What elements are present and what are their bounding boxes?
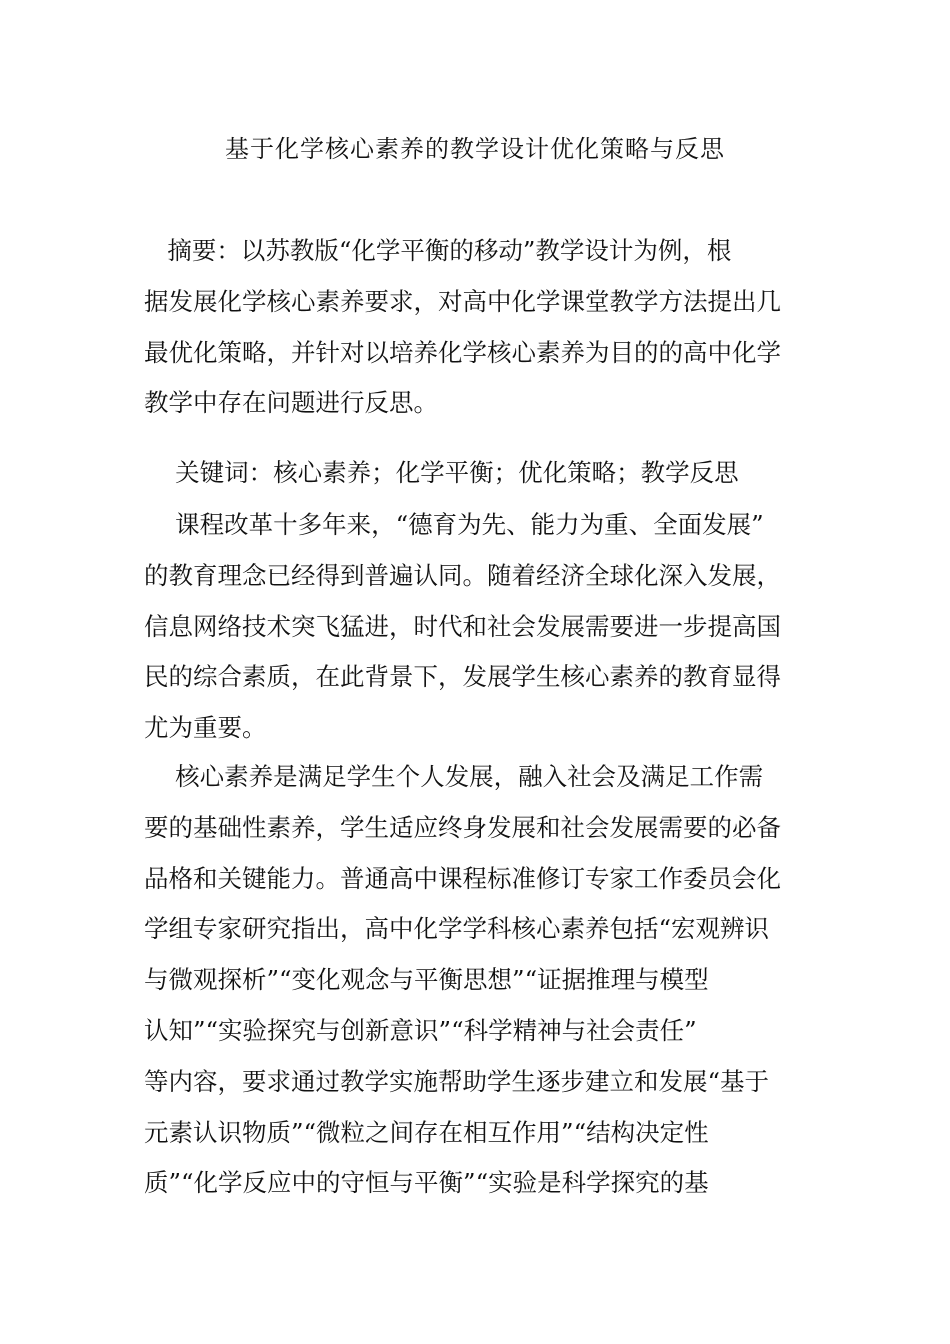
- paragraph-line: 品格和关键能力。普通高中课程标准修订专家工作委员会化: [144, 863, 781, 893]
- paragraph-line: 民的综合素质，在此背景下，发展学生核心素养的教育显得: [144, 662, 781, 692]
- paragraph-line: 元素认识物质”“微粒之间存在相互作用”“结构决定性: [144, 1117, 709, 1147]
- keywords-line: 关键词：核心素养；化学平衡；优化策略；教学反思: [144, 458, 739, 487]
- abstract: [144, 226, 810, 429]
- paragraph-line: 与微观探析”“变化观念与平衡思想”“证据推理与模型: [144, 965, 709, 995]
- paragraph-line: 要的基础性素养，学生适应终身发展和社会发展需要的必备: [144, 812, 781, 842]
- paragraph-line: 课程改革十多年来，“德育为先、能力为重、全面发展”: [144, 510, 764, 539]
- paragraph-2: [144, 752, 810, 1209]
- abstract-line: 最优化策略，并针对以培养化学核心素养为目的的高中化学: [144, 337, 781, 367]
- abstract-line: 教学中存在问题进行反思。: [144, 388, 438, 418]
- document-title: 基于化学核心素养的教学设计优化策略与反思: [225, 135, 725, 163]
- paragraph-1: [144, 500, 810, 754]
- paragraph-line: 质”“化学反应中的守恒与平衡”“实验是科学探究的基: [144, 1168, 709, 1198]
- abstract-line: 据发展化学核心素养要求，对高中化学课堂教学方法提出几: [144, 286, 781, 316]
- paragraph-line: 尤为重要。: [144, 713, 267, 743]
- paragraph-line: 核心素养是满足学生个人发展，融入社会及满足工作需: [144, 762, 764, 791]
- paragraph-line: 的教育理念已经得到普遍认同。随着经济全球化深入发展，: [144, 560, 781, 590]
- paragraph-line: 认知”“实验探究与创新意识”“科学精神与社会责任”: [144, 1015, 697, 1045]
- paragraph-line: 等内容，要求通过教学实施帮助学生逐步建立和发展“基于: [144, 1066, 770, 1096]
- paragraph-line: 信息网络技术突飞猛进，时代和社会发展需要进一步提高国: [144, 611, 781, 641]
- keywords: [144, 448, 810, 499]
- abstract-line: 摘要：以苏教版“化学平衡的移动”教学设计为例，根: [144, 236, 732, 265]
- paragraph-line: 学组专家研究指出，高中化学学科核心素养包括“宏观辨识: [144, 914, 770, 944]
